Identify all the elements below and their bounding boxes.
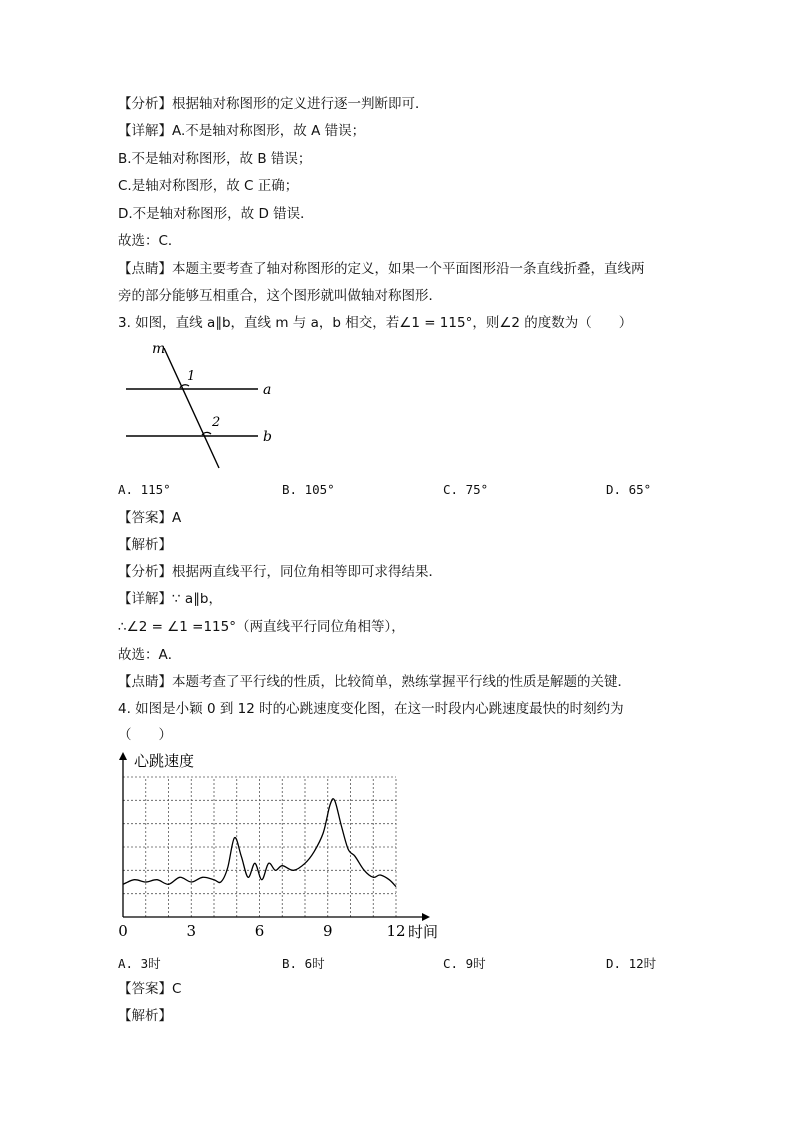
q2-detail-a: 【详解】A.不是轴对称图形，故 A 错误； (118, 123, 366, 139)
q3-stem: 3. 如图，直线 a∥b，直线 m 与 a，b 相交，若∠1 = 115°，则∠2 的度数为（ ） (118, 315, 633, 331)
q3-parse: 【解析】 (118, 537, 172, 553)
q2-detail-b: B.不是轴对称图形，故 B 错误； (118, 151, 312, 167)
x-axis-label: 时间 (408, 923, 439, 941)
q2-comment-1: 【点睛】本题主要考查了轴对称图形的定义，如果一个平面图形沿一条直线折叠，直线两 (118, 261, 645, 277)
q4-option-c: C. 9时 (443, 956, 486, 971)
label-m: m (152, 341, 166, 357)
q2-comment-2: 旁的部分能够互相重合，这个图形就叫做轴对称图形． (118, 288, 442, 304)
q4-stem-2: （ ） (118, 727, 172, 743)
x-tick-label: 0 (118, 922, 128, 940)
label-1: 1 (187, 369, 196, 384)
q4-option-b: B. 6时 (282, 956, 325, 971)
q3-analysis: 【分析】根据两直线平行，同位角相等即可求得结果． (118, 564, 442, 580)
q3-option-c: C. 75° (443, 482, 489, 497)
label-b: b (263, 429, 272, 445)
y-axis-arrow (119, 752, 127, 760)
q3-choose: 故选：A． (118, 647, 182, 663)
q3-detail-2: ∴∠2 = ∠1 =115°（两直线平行同位角相等）， (118, 619, 405, 635)
q4-stem-1: 4. 如图是小颖 0 到 12 时的心跳速度变化图，在这一时段内心跳速度最快的时刻约为 (118, 701, 624, 717)
q4-answer: 【答案】C (118, 981, 182, 997)
q3-answer: 【答案】A (118, 510, 182, 526)
q3-option-d: D. 65° (606, 482, 652, 497)
label-2: 2 (212, 415, 221, 430)
label-a: a (263, 382, 272, 398)
chart-grid (123, 777, 396, 917)
q2-choose: 故选：C． (118, 233, 182, 249)
q4-parse: 【解析】 (118, 1008, 172, 1024)
q2-detail-d: D.不是轴对称图形，故 D 错误． (118, 206, 314, 222)
q3-option-b: B. 105° (282, 482, 335, 497)
q3-comment: 【点睛】本题考查了平行线的性质，比较简单，熟练掌握平行线的性质是解题的关键． (118, 674, 631, 690)
q2-analysis: 【分析】根据轴对称图形的定义进行逐一判断即可． (118, 96, 429, 112)
x-tick-labels (118, 922, 405, 940)
q2-detail-c: C.是轴对称图形，故 C 正确； (118, 178, 299, 194)
q4-option-a: A. 3时 (118, 956, 161, 971)
heart-rate-chart (110, 748, 450, 944)
x-tick-label: 3 (186, 922, 197, 940)
x-tick-label: 9 (322, 922, 333, 940)
q3-detail-1: 【详解】∵ a∥b， (118, 591, 222, 607)
y-axis-label: 心跳速度 (134, 752, 195, 770)
x-tick-label: 12 (386, 922, 406, 940)
line-m (164, 348, 219, 468)
x-axis-arrow (422, 913, 430, 921)
q4-option-d: D. 12时 (606, 956, 657, 971)
q3-option-a: A. 115° (118, 482, 171, 497)
q3-figure (118, 336, 288, 474)
x-tick-label: 6 (254, 922, 265, 940)
